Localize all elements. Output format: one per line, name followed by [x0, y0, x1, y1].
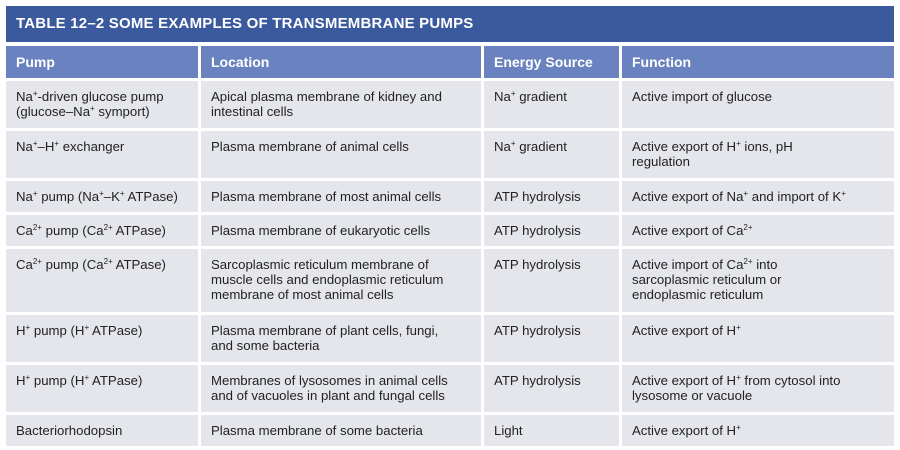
table-row — [6, 362, 894, 412]
header-pump: Pump — [6, 46, 201, 78]
cell-location: Plasma membrane of some bacteria — [201, 412, 484, 446]
cell-pump: Bacteriorhodopsin — [6, 412, 201, 446]
table-row — [6, 212, 894, 246]
cell-location: Plasma membrane of animal cells — [201, 128, 484, 178]
cell-pump: $Ca^{2+}$ pump ($Ca^{2+}$ ATPase) — [6, 246, 201, 312]
table-row — [6, 178, 894, 212]
table-row — [6, 246, 894, 312]
cell-pump: Na+ pump (Na+–K+ ATPase) — [6, 178, 201, 212]
cell-function: Active export of H+ — [622, 412, 894, 446]
table-row — [6, 128, 894, 178]
cell-location: Plasma membrane of eukaryotic cells — [201, 212, 484, 246]
cell-function: Active export of H+ from cytosol into lysosome or vacuole — [622, 362, 894, 412]
pumps-table-grid — [6, 46, 894, 446]
cell-location: Membranes of lysosomes in animal cells and of vacuoles in plant and fungal cells — [201, 362, 484, 412]
cell-energy-source: ATP hydrolysis — [484, 312, 622, 362]
header-location: Location — [201, 46, 484, 78]
cell-location: Plasma membrane of plant cells, fungi, and some bacteria — [201, 312, 484, 362]
cell-function: Active import of $Ca^{2+}$ into sarcoplasmic reticulum or endoplasmic reticulum — [622, 246, 894, 312]
transmembrane-pumps-table — [6, 6, 894, 444]
cell-energy-source: ATP hydrolysis — [484, 246, 622, 312]
cell-pump: Na+–H+ exchanger — [6, 128, 201, 178]
cell-pump: $Ca^{2+}$ pump ($Ca^{2+}$ ATPase) — [6, 212, 201, 246]
cell-energy-source: Na+ gradient — [484, 128, 622, 178]
table-row — [6, 412, 894, 446]
cell-location: Apical plasma membrane of kidney and intestinal cells — [201, 78, 484, 128]
cell-energy-source: Na+ gradient — [484, 78, 622, 128]
cell-function: Active export of H+ — [622, 312, 894, 362]
cell-function: Active export of Na+ and import of K+ — [622, 178, 894, 212]
header-energy-source: Energy Source — [484, 46, 622, 78]
cell-location: Sarcoplasmic reticulum membrane of muscle cells and endoplasmic reticulum membrane of most animal cells — [201, 246, 484, 312]
table-title: TABLE 12–2 SOME EXAMPLES OF TRANSMEMBRANE PUMPS — [6, 6, 894, 42]
cell-pump: H+ pump (H+ ATPase) — [6, 312, 201, 362]
cell-function: Active import of glucose — [622, 78, 894, 128]
cell-energy-source: ATP hydrolysis — [484, 178, 622, 212]
cell-energy-source: ATP hydrolysis — [484, 362, 622, 412]
header-function: Function — [622, 46, 894, 78]
table-row — [6, 312, 894, 362]
cell-energy-source: Light — [484, 412, 622, 446]
cell-function: Active export of H+ ions, pH regulation — [622, 128, 894, 178]
table-row — [6, 78, 894, 128]
cell-pump: H+ pump (H+ ATPase) — [6, 362, 201, 412]
header-row — [6, 46, 894, 78]
cell-location: Plasma membrane of most animal cells — [201, 178, 484, 212]
cell-energy-source: ATP hydrolysis — [484, 212, 622, 246]
cell-function: Active export of $Ca^{2+}$ — [622, 212, 894, 246]
cell-pump: Na+-driven glucose pump (glucose–Na+ symport) — [6, 78, 201, 128]
